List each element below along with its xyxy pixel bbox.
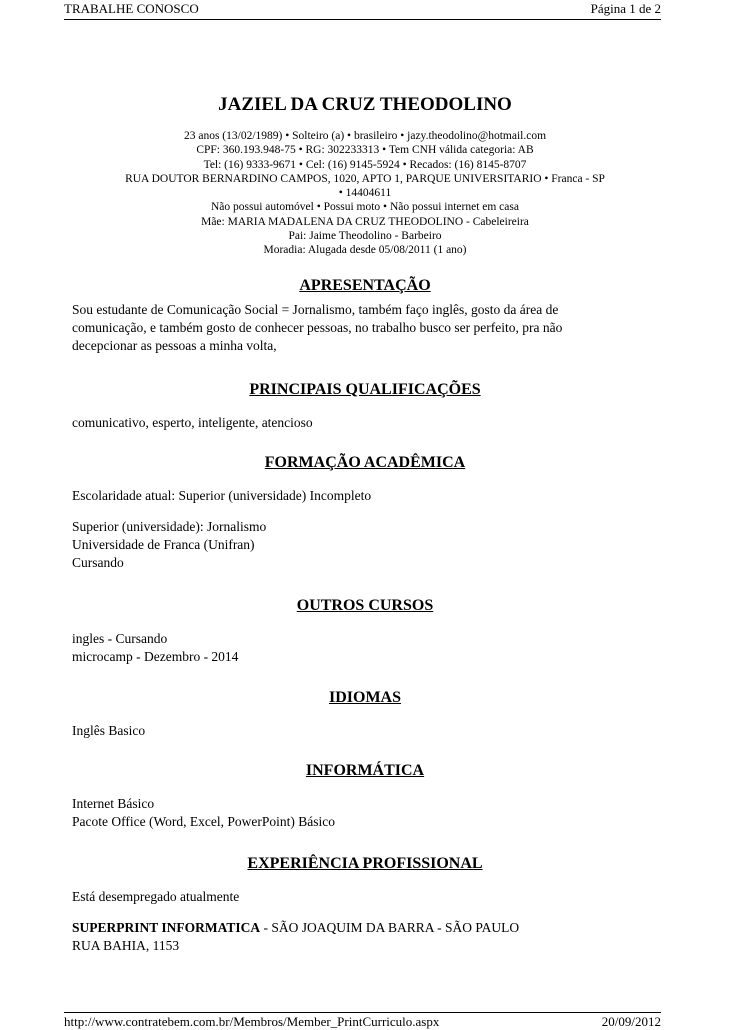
section-title-apresentacao: APRESENTAÇÃO xyxy=(299,277,431,294)
experiencia-company xyxy=(72,919,662,955)
candidate-name: JAZIEL DA CRUZ THEODOLINO xyxy=(218,94,512,115)
info-line: RUA DOUTOR BERNARDINO CAMPOS, 1020, APTO 1, PARQUE UNIVERSITARIO • Franca - SP xyxy=(125,172,605,185)
text-line: Universidade de Franca (Unifran) xyxy=(72,537,255,552)
info-line: Pai: Jaime Theodolino - Barbeiro xyxy=(288,230,442,243)
footer-date: 20/09/2012 xyxy=(601,1014,661,1029)
info-line: CPF: 360.193.948-75 • RG: 302233313 • Tem CNH válida categoria: AB xyxy=(196,144,534,157)
experiencia-status: Está desempregado atualmente xyxy=(72,889,240,904)
section-title-qualificacoes: PRINCIPAIS QUALIFICAÇÕES xyxy=(249,381,481,398)
footer-divider xyxy=(64,1012,661,1013)
text-line: Pacote Office (Word, Excel, PowerPoint) Básico xyxy=(72,814,335,829)
text-line: microcamp - Dezembro - 2014 xyxy=(72,649,239,664)
header-divider xyxy=(64,19,661,20)
text-line: ingles - Cursando xyxy=(72,631,168,646)
section-title-experiencia: EXPERIÊNCIA PROFISSIONAL xyxy=(247,855,483,872)
info-line: Não possui automóvel • Possui moto • Não possui internet em casa xyxy=(211,201,519,214)
company-location: - SÃO JOAQUIM DA BARRA - SÃO PAULO xyxy=(260,920,520,935)
text-line: Internet Básico xyxy=(72,796,155,811)
info-line: • 14404611 xyxy=(338,187,392,200)
company-address: RUA BAHIA, 1153 xyxy=(72,938,180,953)
company-name: SUPERPRINT INFORMATICA xyxy=(72,920,261,935)
idiomas-text: Inglês Basico xyxy=(72,723,146,738)
info-line: Tel: (16) 9333-9671 • Cel: (16) 9145-5924 • Recados: (16) 8145-8707 xyxy=(203,158,527,171)
print-header-title: TRABALHE CONOSCO xyxy=(64,1,199,16)
section-title-idiomas: IDIOMAS xyxy=(328,689,401,706)
section-title-formacao: FORMAÇÃO ACADÊMICA xyxy=(264,454,466,471)
text-line: comunicação, e também gosto de conhecer pessoas, no trabalho busco ser perfeito, pra não xyxy=(72,320,563,335)
text-line: decepcionar as pessoas a minha volta, xyxy=(72,338,277,353)
qualificacoes-text: comunicativo, esperto, inteligente, atencioso xyxy=(72,415,313,430)
cursos-list xyxy=(72,630,662,666)
informatica-list xyxy=(72,795,662,831)
text-line: Cursando xyxy=(72,555,124,570)
escolaridade-text: Escolaridade atual: Superior (universidade) Incompleto xyxy=(72,488,372,503)
personal-info xyxy=(70,129,660,258)
page-indicator: Página 1 de 2 xyxy=(590,1,661,16)
section-title-informatica: INFORMÁTICA xyxy=(305,762,425,779)
info-line: Moradia: Alugada desde 05/08/2011 (1 ano) xyxy=(263,244,467,257)
text-line: Sou estudante de Comunicação Social = Jornalismo, também faço inglês, gosto da área de xyxy=(72,302,559,317)
footer-url: http://www.contratebem.com.br/Membros/Member_PrintCurriculo.aspx xyxy=(64,1014,440,1029)
section-title-cursos: OUTROS CURSOS xyxy=(296,597,434,614)
info-line: 23 anos (13/02/1989) • Solteiro (a) • brasileiro • jazy.theodolino@hotmail.com xyxy=(183,130,547,142)
text-line: Superior (universidade): Jornalismo xyxy=(72,519,267,534)
apresentacao-text xyxy=(72,301,662,355)
formacao-details xyxy=(72,518,662,572)
info-line: Mãe: MARIA MADALENA DA CRUZ THEODOLINO - Cabeleireira xyxy=(201,215,529,228)
